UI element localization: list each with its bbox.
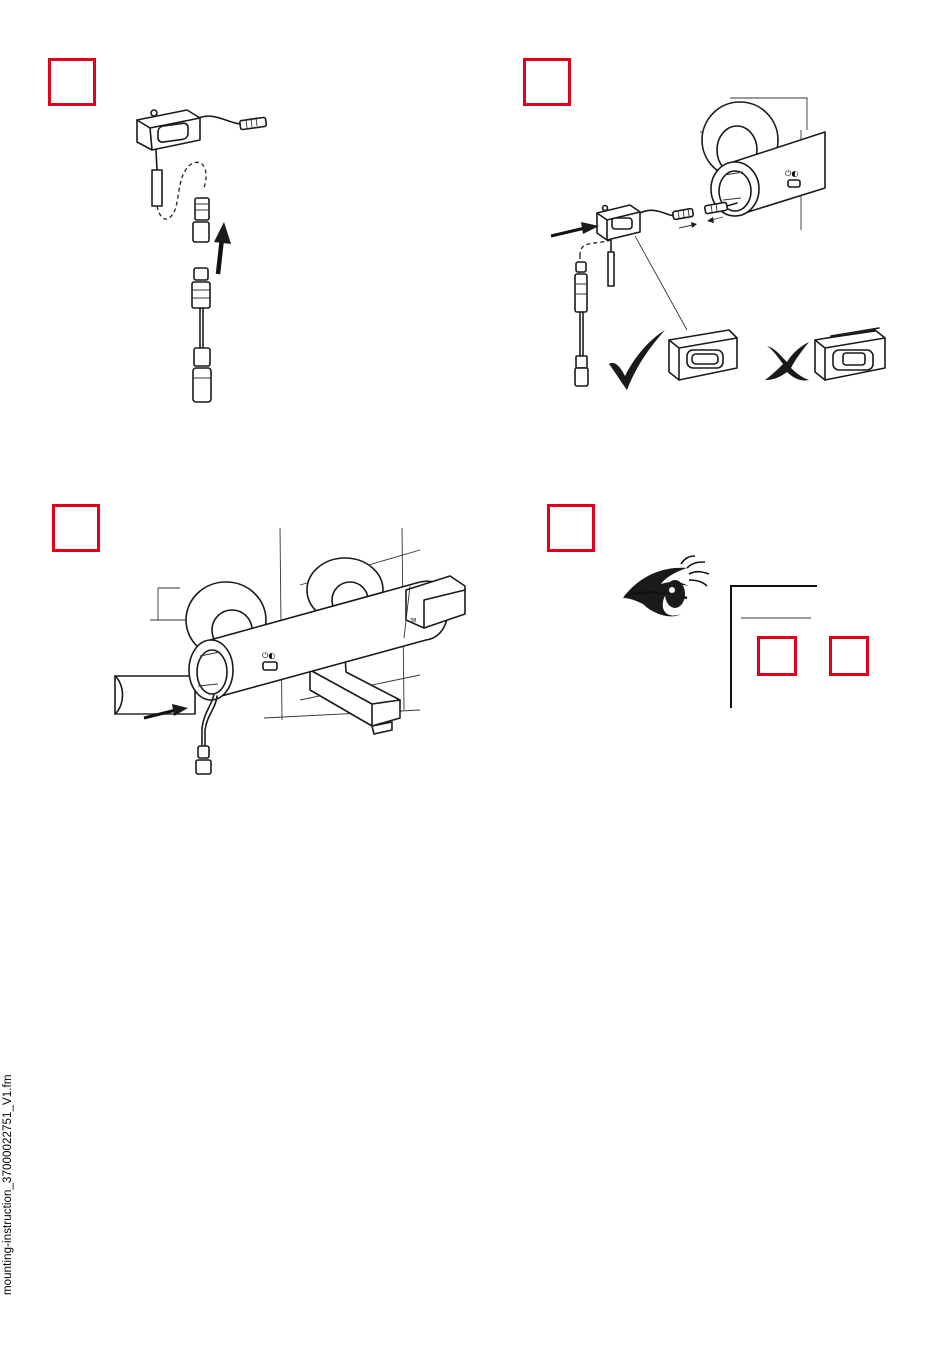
sensor-insertion-illustration: [475, 0, 950, 440]
visual-check-illustration: [475, 490, 950, 810]
cross-icon: [765, 342, 809, 381]
power-icon: ⏻◐: [785, 169, 799, 178]
step-panel-2: [475, 0, 950, 440]
eye-icon: [623, 556, 709, 616]
reference-box-2: [829, 636, 869, 676]
incorrect-module-orientation: [815, 328, 885, 380]
step-panel-3: [0, 490, 475, 810]
document-filename: mounting-instruction_37000022751_V1.fm: [2, 1074, 14, 1295]
power-icon: ⏻◐: [262, 651, 276, 660]
reference-box-1: [757, 636, 797, 676]
step-panel-4: [475, 490, 950, 810]
check-icon: [609, 330, 665, 390]
sensor-module: [137, 110, 200, 150]
cable-insertion-illustration: [0, 490, 475, 810]
extension-cable: [192, 268, 211, 402]
svg-text:38: 38: [410, 618, 417, 624]
correct-module-orientation: [669, 330, 737, 380]
small-connector: [240, 117, 267, 130]
sensor-module: [597, 205, 640, 240]
sensor-module-cable-illustration: [0, 0, 475, 440]
step-panel-1: [0, 0, 475, 440]
female-connector: [193, 198, 209, 242]
arrow-up-icon: [214, 222, 231, 274]
